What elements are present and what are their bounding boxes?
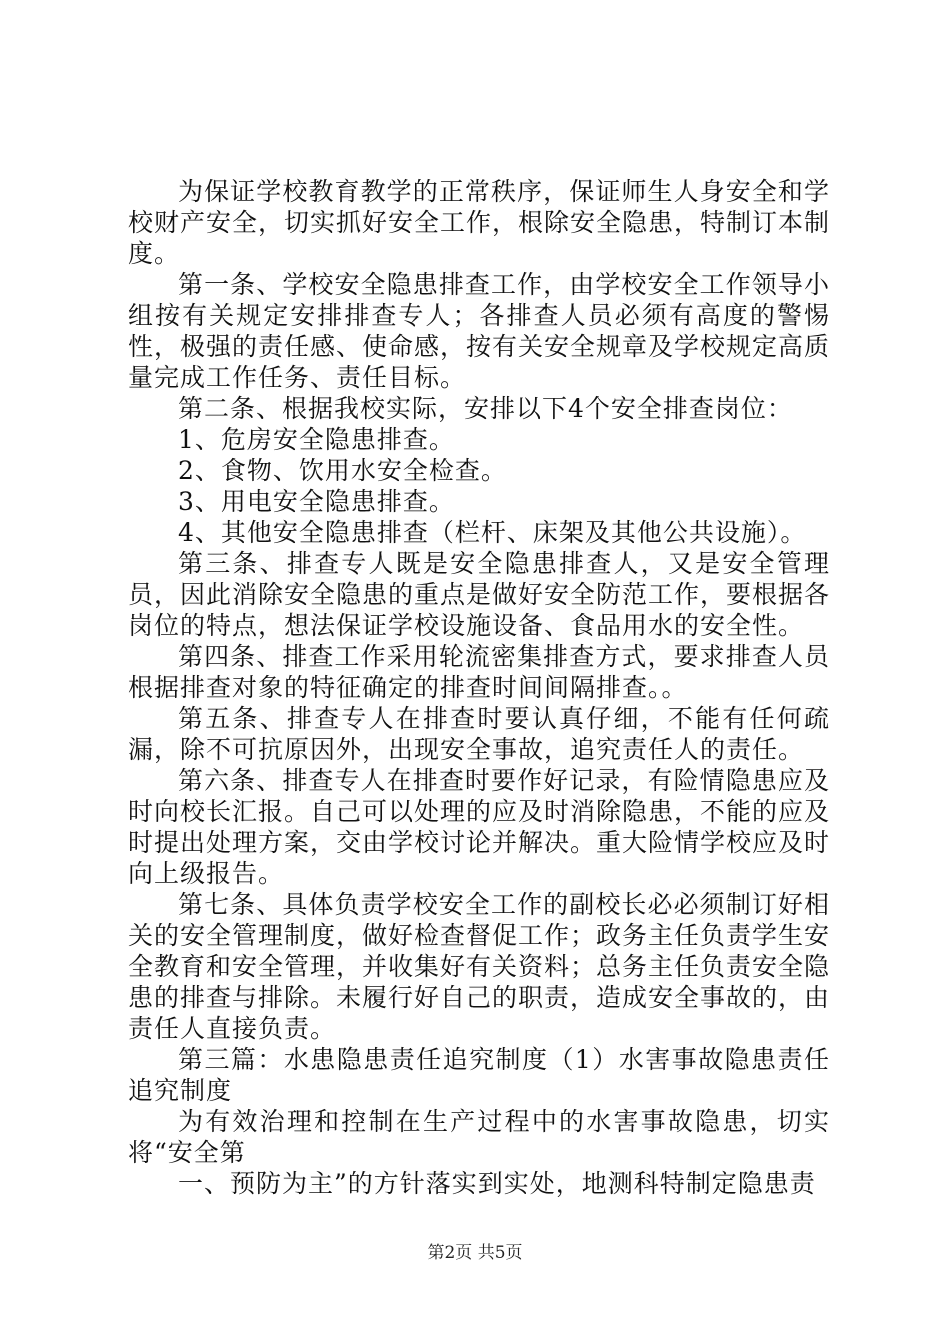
list-item-4: 4、其他安全隐患排查（栏杆、床架及其他公共设施）。 bbox=[178, 518, 807, 547]
paragraph-intro: 为保证学校教育教学的正常秩序，保证师生人身安全和学校财产安全，切实抓好安全工作，根除安全隐患，特制订本制度。 bbox=[128, 177, 831, 268]
paragraph-article-4: 第四条、排查工作采用轮流密集排查方式，要求排查人员根据排查对象的特征确定的排查时间间隔排查。。 bbox=[128, 642, 830, 702]
paragraph-article-1: 第一条、学校安全隐患排查工作，由学校安全工作领导小组按有关规定安排排查专人；各排查人员必须有高度的警惕性，极强的责任感、使命感，按有关安全规章及学校规定高质量完成工作任务、责任目标。 bbox=[128, 270, 831, 392]
paragraph-article-3: 第三条、排查专人既是安全隐患排查人，又是安全管理员，因此消除安全隐患的重点是做好安全防范工作，要根据各岗位的特点，想法保证学校设施设备、食品用水的安全性。 bbox=[128, 549, 831, 640]
list-item-2: 2、食物、饮用水安全检查。 bbox=[178, 456, 507, 485]
paragraph-article-6: 第六条、排查专人在排查时要作好记录，有险情隐患应及时向校长汇报。自己可以处理的应及时消除隐患，不能的应及时提出处理方案，交由学校讨论并解决。重大险情学校应及时向上级报告。 bbox=[128, 766, 831, 888]
list-item-3: 3、用电安全隐患排查。 bbox=[178, 487, 455, 516]
paragraph-section-continued: 一、预防为主”的方针落实到实处，地测科特制定隐患责 bbox=[178, 1169, 816, 1198]
document-body bbox=[128, 176, 830, 1199]
paragraph-article-7: 第七条、具体负责学校安全工作的副校长必必须制订好相关的安全管理制度，做好检查督促工作；政务主任负责学生安全教育和安全管理，并收集好有关资料；总务主任负责安全隐患的排查与排除。未履行好自己的职责，造成安全事故的，由责任人直接负责。 bbox=[128, 890, 831, 1043]
paragraph-section-intro: 为有效治理和控制在生产过程中的水害事故隐患，切实将“安全第 bbox=[128, 1107, 830, 1167]
paragraph-article-5: 第五条、排查专人在排查时要认真仔细，不能有任何疏漏，除不可抗原因外，出现安全事故，追究责任人的责任。 bbox=[128, 704, 830, 764]
page-footer: 第2页 共5页 bbox=[427, 1243, 523, 1263]
list-item-1: 1、危房安全隐患排查。 bbox=[178, 425, 455, 454]
section-heading: 第三篇：水患隐患责任追究制度（1）水害事故隐患责任追究制度 bbox=[128, 1045, 830, 1105]
paragraph-article-2: 第二条、根据我校实际，安排以下4个安全排查岗位： bbox=[178, 394, 793, 423]
